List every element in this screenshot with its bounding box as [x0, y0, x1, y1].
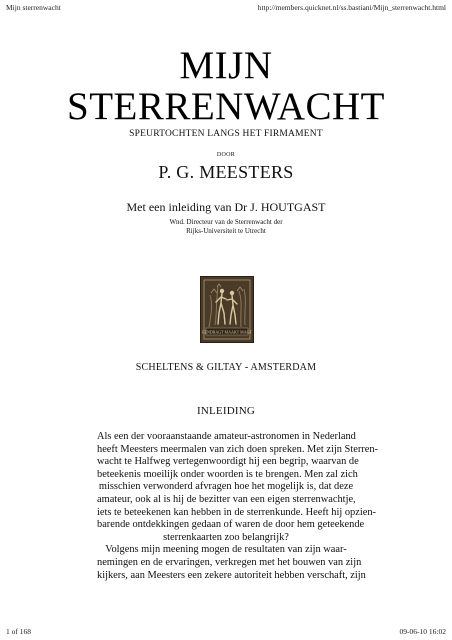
text-line: barende ontdekkingen gedaan of waren de door hem geteekende [97, 519, 365, 531]
book-title-line-1: MIJN [179, 44, 273, 87]
text-line: iets te beteekenen kan hebben in de sterrenkunde. Heeft hij opzien- [97, 506, 376, 518]
page-url[interactable]: http://members.quicknet.nl/ss.bastiani/Mijn_sterrenwacht.html [257, 3, 446, 12]
introduction-credit: Met een inleiding van Dr J. HOUTGAST [126, 200, 326, 214]
section-heading: INLEIDING [196, 405, 255, 417]
director-title-line-1: Wnd. Directeur van de Sterrenwacht der [169, 218, 283, 226]
print-timestamp: 09-06-10 16:02 [399, 627, 446, 636]
book-title-line-2: STERRENWACHT [67, 85, 385, 128]
page-counter: 1 of 168 [6, 627, 31, 636]
page-title: Mijn sterrenwacht [6, 3, 61, 12]
publisher-vignette [200, 276, 254, 343]
text-line: Als een der vooraanstaande amateur-astronomen in Nederland [97, 431, 356, 442]
browser-header [6, 3, 446, 12]
book-subtitle: SPEURTOCHTEN LANGS HET FIRMAMENT [129, 129, 323, 139]
text-line: heeft Meesters meermalen van zich doen spreken. Met zijn Sterren- [97, 443, 379, 455]
print-footer [6, 627, 446, 636]
text-line: sterrenkaarten zoo belangrijk? [163, 531, 289, 543]
text-line: nemingen en de ervaringen, verkregen met het bouwen van zijn [97, 556, 362, 568]
text-line: wacht te Halfweg vertegenwoordigt hij een begrip, waarvan de [97, 456, 359, 468]
text-line: kijkers, aan Meesters een zekere autoriteit hebben verschaft, zijn [97, 569, 366, 581]
publisher-vignette-icon [201, 277, 253, 342]
by-label: DOOR [216, 152, 236, 158]
vignette-motto: EENDRAGT MAAKT MAGT [202, 329, 252, 335]
text-line: misschien verwonderd afvragen hoe het mogelijk is, dat deze [98, 481, 354, 493]
text-line: amateur, ook al is hij de bezitter van een eigen sterrenwachtje, [97, 493, 356, 505]
author-name: P. G. MEESTERS [158, 162, 294, 182]
director-title-line-2: Rijks-Universiteit te Utrecht [186, 227, 266, 235]
publisher-name: SCHELTENS & GILTAY - AMSTERDAM [135, 362, 317, 373]
body-text [97, 431, 379, 582]
text-line: Volgens mijn meening mogen de resultaten van zijn waar- [105, 544, 347, 556]
text-line: beteekenis moeilijk onder woorden is te brengen. Men zal zich [97, 468, 358, 480]
